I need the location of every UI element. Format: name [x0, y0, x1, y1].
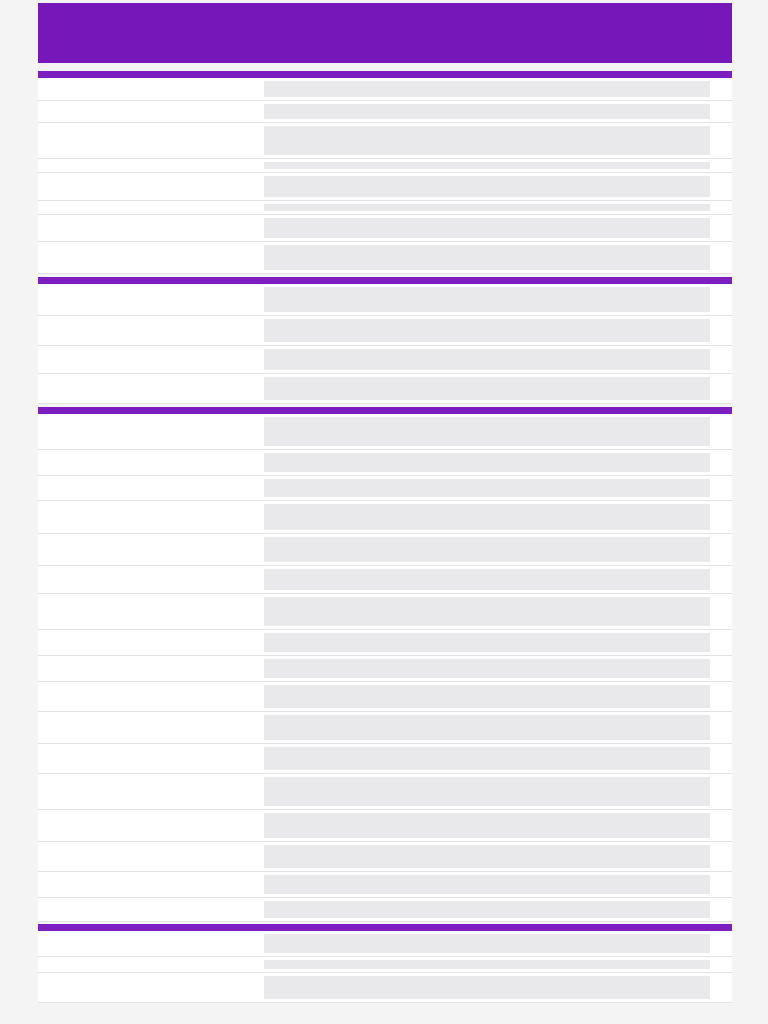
- lesson-row: [38, 872, 732, 898]
- lesson-description: [264, 813, 710, 838]
- lesson-description: [264, 747, 710, 770]
- lesson-more-link[interactable]: [60, 395, 200, 400]
- lesson-subtitle: [60, 252, 220, 258]
- lesson-title: [60, 504, 240, 510]
- lesson-title: [60, 715, 240, 721]
- lesson-row: [38, 630, 732, 656]
- lesson-more-link[interactable]: [60, 994, 200, 999]
- lesson-subtitle: [60, 666, 220, 672]
- lesson-row: [38, 476, 732, 501]
- lesson-more-link[interactable]: [60, 557, 200, 562]
- lesson-description: [264, 875, 710, 894]
- lesson-more-link[interactable]: [60, 307, 200, 312]
- lesson-more-link[interactable]: [60, 889, 200, 894]
- lesson-subtitle: [60, 576, 220, 582]
- lesson-title: [60, 875, 240, 881]
- lesson-title: [60, 81, 240, 87]
- lesson-row: [38, 316, 732, 346]
- lesson-more-link[interactable]: [60, 735, 200, 740]
- lesson-description: [264, 319, 710, 342]
- lesson-title: [60, 287, 240, 293]
- lesson-title: [60, 479, 240, 485]
- lesson-description: [264, 659, 710, 678]
- course-title: [62, 39, 422, 52]
- lesson-row: [38, 682, 732, 712]
- lesson-subtitle: [60, 384, 220, 390]
- lesson-subtitle: [60, 294, 220, 300]
- lesson-title: [60, 813, 240, 819]
- lesson-row: [38, 566, 732, 594]
- lesson-subtitle: [60, 460, 220, 466]
- lesson-more-link[interactable]: [60, 948, 200, 953]
- lesson-more-link[interactable]: [60, 365, 200, 370]
- lesson-row: [38, 931, 732, 957]
- lesson-description: [264, 777, 710, 806]
- lesson-row: [38, 78, 732, 101]
- lesson-row: [38, 201, 732, 215]
- lesson-more-link[interactable]: [60, 525, 200, 530]
- lesson-row: [38, 374, 732, 404]
- lesson-subtitle: [60, 225, 220, 231]
- lesson-subtitle: [60, 692, 220, 698]
- lesson-title: [60, 659, 240, 665]
- lesson-subtitle: [60, 183, 220, 189]
- lesson-description: [264, 597, 710, 626]
- lesson-row: [38, 242, 732, 274]
- lesson-title: [60, 104, 240, 110]
- lesson-description: [264, 377, 710, 400]
- lesson-more-link[interactable]: [60, 703, 200, 708]
- lesson-title: [60, 934, 240, 940]
- lesson-row: [38, 450, 732, 476]
- module-header: [38, 277, 732, 284]
- lesson-title: [60, 537, 240, 543]
- lesson-row: [38, 284, 732, 316]
- lesson-more-link[interactable]: [60, 164, 200, 169]
- lesson-more-link[interactable]: [60, 801, 200, 806]
- lesson-description: [264, 504, 710, 530]
- lesson-description: [264, 81, 710, 97]
- lesson-subtitle: [60, 640, 220, 646]
- lesson-more-link[interactable]: [60, 150, 200, 155]
- lesson-more-link[interactable]: [60, 265, 200, 270]
- lesson-title: [60, 901, 240, 907]
- lesson-more-link[interactable]: [60, 233, 200, 238]
- lesson-title: [60, 417, 240, 423]
- lesson-more-link[interactable]: [60, 585, 200, 590]
- lesson-row: [38, 810, 732, 842]
- lesson-description: [264, 901, 710, 918]
- lesson-more-link[interactable]: [60, 964, 200, 969]
- lesson-row: [38, 346, 732, 374]
- lesson-row: [38, 842, 732, 872]
- lesson-description: [264, 934, 710, 953]
- lesson-title: [60, 319, 240, 325]
- lesson-subtitle: [60, 133, 220, 139]
- module-header: [38, 407, 732, 414]
- lesson-subtitle: [60, 941, 220, 947]
- lesson-title: [60, 777, 240, 783]
- lesson-row: [38, 173, 732, 201]
- lesson-description: [264, 162, 710, 169]
- lesson-title: [60, 377, 240, 383]
- lesson-row: [38, 159, 732, 173]
- lesson-subtitle: [60, 424, 220, 430]
- lesson-description: [264, 633, 710, 652]
- lesson-row: [38, 414, 732, 450]
- lesson-more-link[interactable]: [60, 337, 200, 342]
- module-header: [38, 71, 732, 78]
- lesson-row: [38, 712, 732, 744]
- lesson-more-link[interactable]: [60, 441, 200, 446]
- lesson-description: [264, 569, 710, 590]
- lesson-title: [60, 685, 240, 691]
- lesson-subtitle: [60, 983, 220, 989]
- lesson-subtitle: [60, 784, 220, 790]
- lesson-description: [264, 104, 710, 119]
- lesson-description: [264, 417, 710, 446]
- lesson-more-link[interactable]: [60, 192, 200, 197]
- lesson-description: [264, 287, 710, 312]
- lesson-description: [264, 960, 710, 969]
- lesson-more-link[interactable]: [60, 673, 200, 678]
- lesson-row: [38, 744, 732, 774]
- lesson-title: [60, 597, 240, 603]
- lesson-title: [60, 453, 240, 459]
- lesson-description: [264, 537, 710, 562]
- lesson-description: [264, 245, 710, 270]
- lesson-row: [38, 957, 732, 973]
- lesson-more-link[interactable]: [60, 492, 200, 497]
- brand-logo[interactable]: [62, 8, 112, 14]
- lesson-subtitle: [60, 820, 220, 826]
- course-subtitle: [62, 31, 232, 38]
- lesson-title: [60, 633, 240, 639]
- lesson-more-link[interactable]: [60, 765, 200, 770]
- lesson-subtitle: [60, 511, 220, 517]
- lesson-row: [38, 534, 732, 566]
- lesson-subtitle: [60, 604, 220, 610]
- lesson-subtitle: [60, 882, 220, 888]
- lesson-title: [60, 569, 240, 575]
- lesson-description: [264, 453, 710, 472]
- lesson-more-link[interactable]: [60, 114, 200, 119]
- lesson-row: [38, 594, 732, 630]
- course-header: [38, 3, 732, 63]
- lesson-title: [60, 349, 240, 355]
- lesson-title: [60, 176, 240, 182]
- lesson-more-link[interactable]: [60, 833, 200, 838]
- lesson-row: [38, 973, 732, 1003]
- lesson-subtitle: [60, 754, 220, 760]
- lesson-row: [38, 215, 732, 242]
- lesson-title: [60, 245, 240, 251]
- lesson-subtitle: [60, 722, 220, 728]
- lesson-description: [264, 349, 710, 370]
- lesson-title: [60, 976, 240, 982]
- lesson-more-link[interactable]: [60, 647, 200, 652]
- lesson-more-link[interactable]: [60, 913, 200, 918]
- lesson-title: [60, 845, 240, 851]
- lesson-title: [60, 126, 240, 132]
- lesson-subtitle: [60, 356, 220, 362]
- lesson-title: [60, 218, 240, 224]
- lesson-row: [38, 656, 732, 682]
- lesson-row: [38, 123, 732, 159]
- lesson-more-link[interactable]: [60, 467, 200, 472]
- lesson-subtitle: [60, 852, 220, 858]
- lesson-description: [264, 715, 710, 740]
- lesson-subtitle: [60, 326, 220, 332]
- lesson-description: [264, 976, 710, 999]
- lesson-more-link[interactable]: [60, 863, 200, 868]
- module-header: [38, 924, 732, 931]
- lesson-description: [264, 204, 710, 211]
- lesson-description: [264, 845, 710, 868]
- lesson-more-link[interactable]: [60, 92, 200, 97]
- lesson-description: [264, 176, 710, 197]
- lesson-more-link[interactable]: [60, 206, 200, 211]
- lesson-description: [264, 685, 710, 708]
- lesson-row: [38, 501, 732, 534]
- lesson-row: [38, 898, 732, 922]
- lesson-description: [264, 218, 710, 238]
- lesson-description: [264, 126, 710, 155]
- lesson-more-link[interactable]: [60, 621, 200, 626]
- lesson-row: [38, 101, 732, 123]
- lesson-title: [60, 747, 240, 753]
- lesson-row: [38, 774, 732, 810]
- lesson-description: [264, 479, 710, 497]
- lesson-subtitle: [60, 544, 220, 550]
